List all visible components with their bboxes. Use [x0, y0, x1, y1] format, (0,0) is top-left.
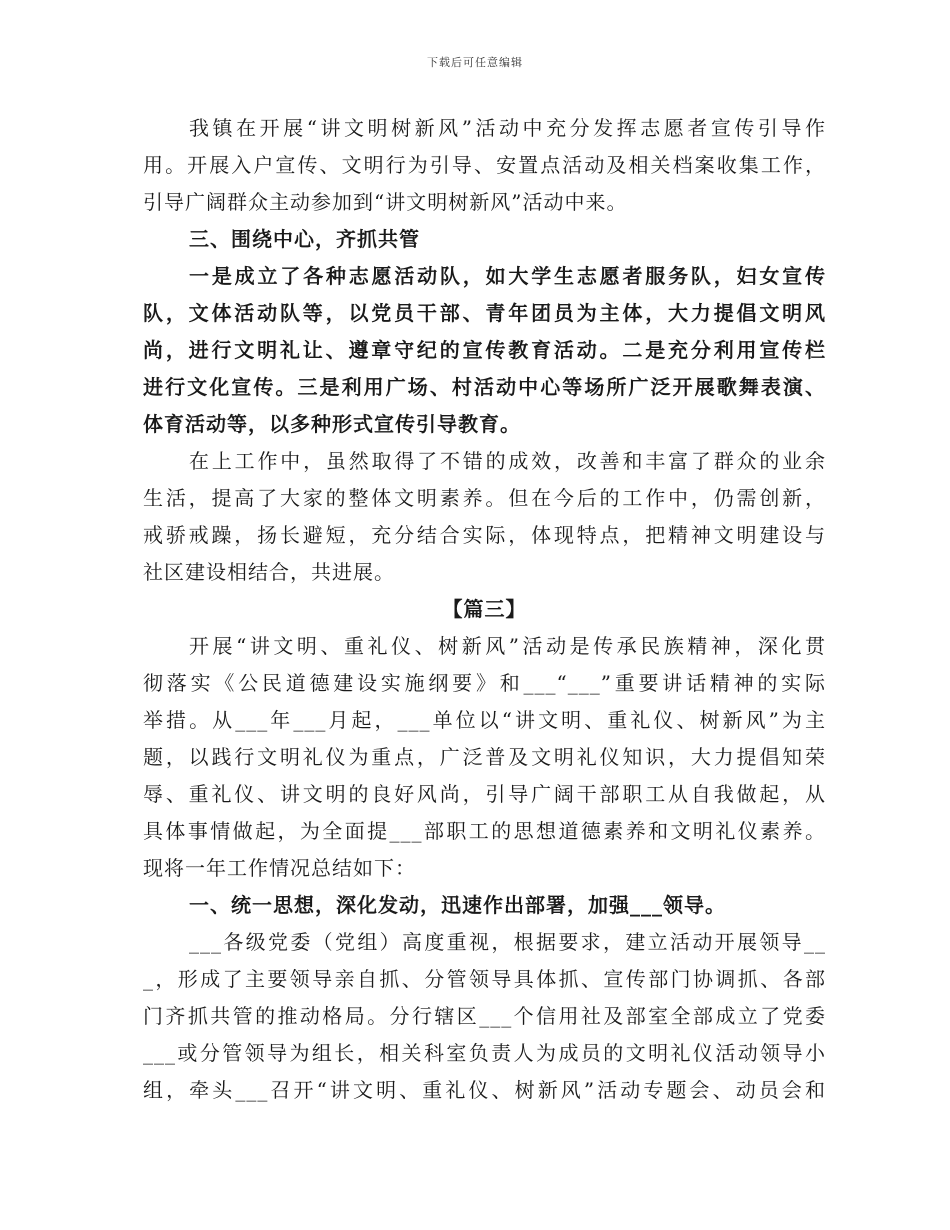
paragraph-line: 生活，提高了大家的整体文明素养。但在今后的工作中，仍需创新， [143, 486, 826, 510]
paragraph-line: 彻落实《公民道德建设实施纲要》和___“___”重要讲话精神的实际 [143, 671, 826, 695]
paragraph-line: 举措。从___年___月起，___单位以“讲文明、重礼仪、树新风”为主 [143, 708, 826, 732]
section-heading: 三、围绕中心，齐抓共管 [189, 227, 420, 251]
paragraph-line: 体育活动等，以多种形式宣传引导教育。 [143, 412, 521, 436]
paragraph-line: 现将一年工作情况总结如下： [143, 856, 416, 880]
paragraph-line: 辱、重礼仪、讲文明的良好风尚，引导广阔干部职工从自我做起，从 [143, 782, 826, 806]
paragraph-line: ___各级党委（党组）高度重视，根据要求，建立活动开展领导__ [189, 930, 826, 954]
paragraph-line: 在上工作中，虽然取得了不错的成效，改善和丰富了群众的业余 [189, 449, 826, 473]
section-heading: 一、统一思想，深化发动，迅速作出部署，加强___领导。 [189, 893, 726, 917]
paragraph-line: 组，牵头___召开“讲文明、重礼仪、树新风”活动专题会、动员会和 [143, 1078, 826, 1102]
chapter-title: 【篇三】 [442, 597, 527, 621]
paragraph-line: 社区建设相结合，共进展。 [143, 560, 395, 584]
paragraph-line: 一是成立了各种志愿活动队，如大学生志愿者服务队，妇女宣传 [189, 264, 826, 288]
paragraph-line: 我镇在开展“讲文明树新风”活动中充分发挥志愿者宣传引导作 [189, 116, 826, 140]
header-note: 下载后可任意编辑 [427, 56, 523, 69]
paragraph-line: 具体事情做起，为全面提___部职工的思想道德素养和文明礼仪素养。 [143, 819, 826, 843]
paragraph-line: 队，文体活动队等，以党员干部、青年团员为主体，大力提倡文明风 [143, 301, 826, 325]
paragraph-line: 进行文化宣传。三是利用广场、村活动中心等场所广泛开展歌舞表演、 [143, 375, 826, 399]
paragraph-line: 戒骄戒躁，扬长避短，充分结合实际，体现特点，把精神文明建设与 [143, 523, 826, 547]
paragraph-line: 引导广阔群众主动参加到“讲文明树新风”活动中来。 [143, 190, 628, 214]
paragraph-line: 开展“讲文明、重礼仪、树新风”活动是传承民族精神，深化贯 [189, 634, 826, 658]
paragraph-line: 尚，进行文明礼让、遵章守纪的宣传教育活动。二是充分利用宣传栏 [143, 338, 826, 362]
paragraph-line: ___或分管领导为组长，相关科室负责人为成员的文明礼仪活动领导小 [143, 1041, 826, 1065]
paragraph-line: 题，以践行文明礼仪为重点，广泛普及文明礼仪知识，大力提倡知荣 [143, 745, 826, 769]
document-body [143, 110, 826, 1109]
paragraph-line: 用。开展入户宣传、文明行为引导、安置点活动及相关档案收集工作， [143, 153, 826, 177]
paragraph-line: 门齐抓共管的推动格局。分行辖区___个信用社及部室全部成立了党委 [143, 1004, 826, 1028]
paragraph-line: _，形成了主要领导亲自抓、分管领导具体抓、宣传部门协调抓、各部 [143, 967, 826, 991]
